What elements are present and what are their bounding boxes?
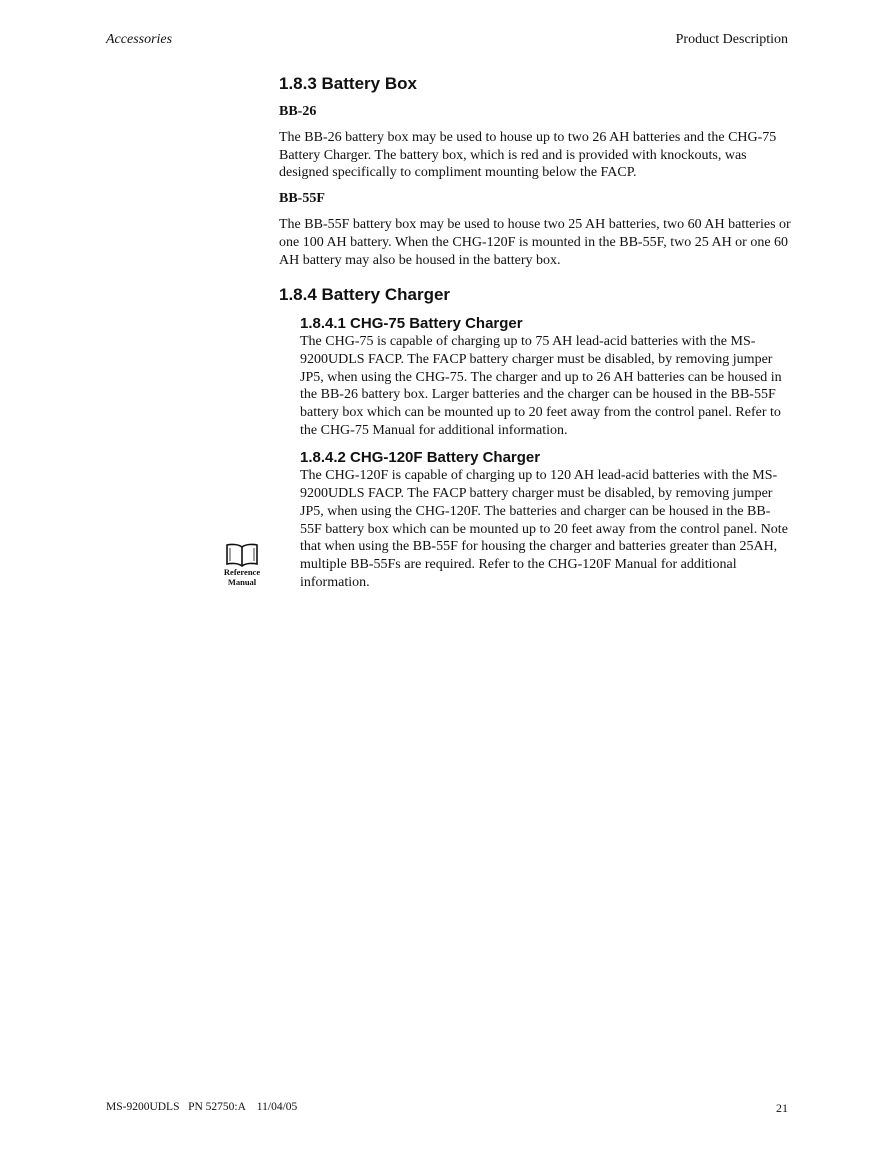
bb55f-heading: BB-55F [279,191,325,207]
reference-manual-marker [218,543,266,587]
reference-label: Reference [223,567,261,577]
book-icon [225,543,259,567]
bb55f-paragraph: The BB-55F battery box may be used to house two 25 AH batteries, two 60 AH batteries or one 100 AH battery. When the CHG-120F is mounted in the BB-55F, two 25 AH or one 60 AH battery may also be housed in the battery box. [279,217,791,268]
bb26-heading: BB-26 [279,104,317,119]
header-section: Accessories [106,32,173,47]
chg120f-heading: 1.8.4.2 CHG-120F Battery Charger [300,449,541,467]
chg75-paragraph: The CHG-75 is capable of charging up to 75 AH lead-acid batteries with the MS-9200UDLS FACP. The FACP battery charger must be disabled, by removing jumper JP5, when using the CHG-75. The charger and up to 26 AH batteries can be housed in the BB-26 battery box. Larger batteries and the charger can be housed in the BB-55F battery box which can be mounted up to 20 feet away from the control panel. Refer to the CHG-75 Manual for additional information. [300,334,782,438]
chg120f-paragraph: The CHG-120F is capable of charging up to 120 AH lead-acid batteries with the MS-9200UDLS FACP. The FACP battery charger must be disabled, by removing jumper JP5, when using the CHG-120F. The batteries and charger can be housed in the BB-55F battery box which can be mounted up to 20 feet away from the control panel. Note that when using the BB-55F for housing the charger and batteries greater than 25AH, multiple BB-55Fs are required. Refer to the CHG-120F Manual for additional information. [300,468,788,590]
manual-label: Manual [227,577,257,587]
chg75-heading: 1.8.4.1 CHG-75 Battery Charger [300,315,523,333]
footer-page-number: 21 [776,1101,788,1115]
bb26-paragraph: The BB-26 battery box may be used to house up to two 26 AH batteries and the CHG-75 Battery Charger. The battery box, which is red and is provided with knockouts, was designed specifically to compliment mounting below the FACP. [279,130,777,181]
subsection-chg75 [300,315,791,591]
footer-doc-info: MS-9200UDLS PN 52750:A 11/04/05 [106,1101,298,1113]
page-content [279,74,791,599]
header-chapter: Product Description [675,32,788,47]
section-title-battery-charger: 1.8.4 Battery Charger [279,285,451,305]
section-title-battery-box: 1.8.3 Battery Box [279,74,417,93]
